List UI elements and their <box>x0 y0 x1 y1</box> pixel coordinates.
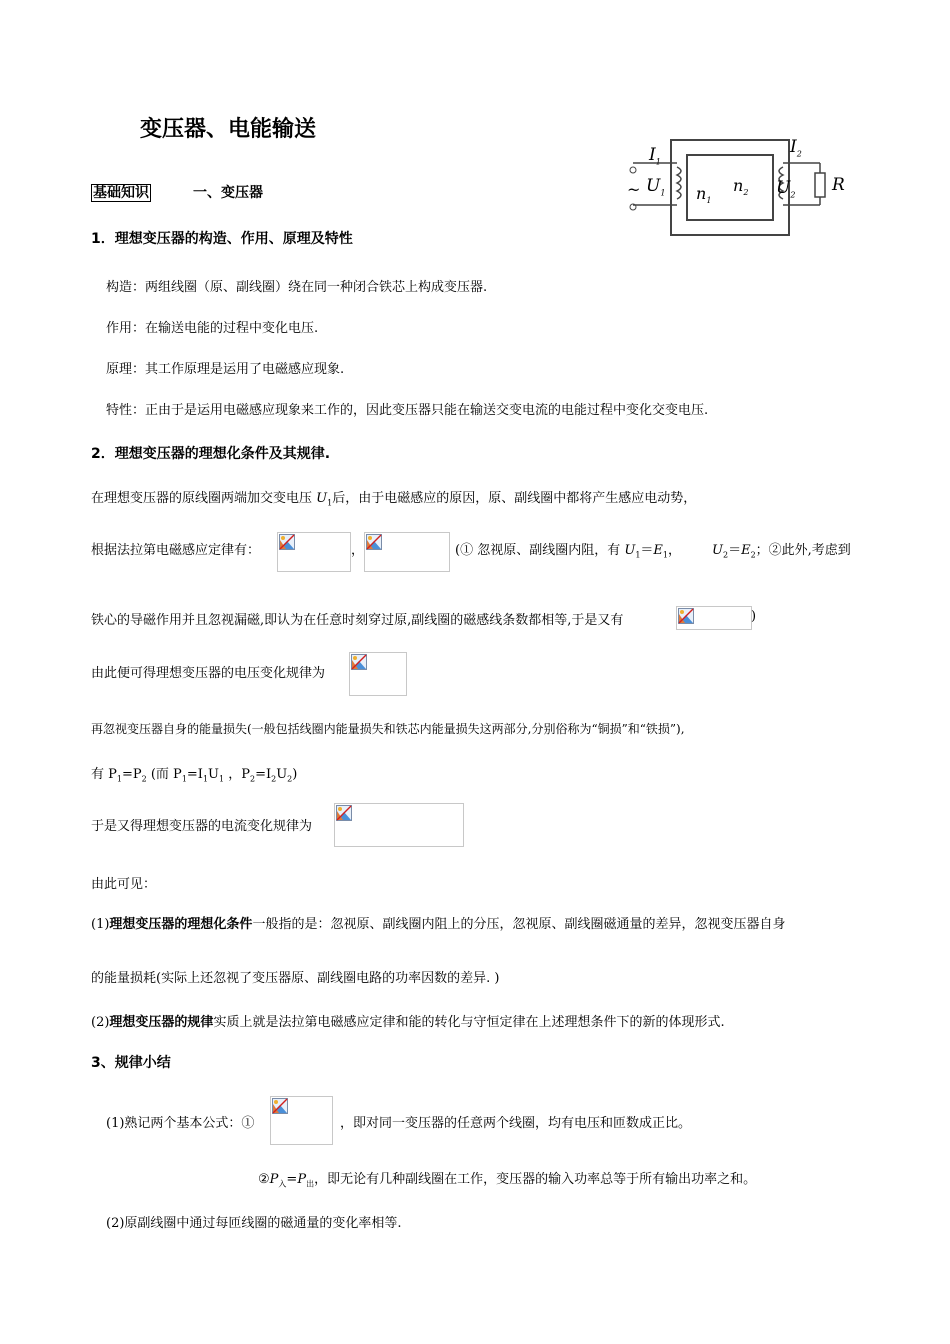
formula-image <box>270 1096 333 1145</box>
summary-2: $②P_入=P_出$，即无论有几种副线圈在工作，变压器的输入功率总等于所有输出功率之和。 <box>258 1172 757 1189</box>
line-10: 的能量损耗(实际上还忽视了变压器原、副线圈电路的功率因数的差异. ) <box>91 971 500 986</box>
summary-3: (2)原副线圈中通过每匝线圈的磁通量的变化率相等. <box>106 1216 402 1231</box>
image-placeholder-icon <box>336 805 352 821</box>
label-n2: $n_2$ <box>733 176 749 198</box>
heading-2: 2．理想变压器的理想化条件及其规律. <box>91 446 331 462</box>
formula-image <box>334 803 464 847</box>
image-placeholder-icon <box>366 534 382 550</box>
para-function: 作用：在输送电能的过程中变化电压. <box>106 321 319 336</box>
line-1: 在理想变压器的原线圈两端加交变电压 $U_1$后，由于电磁感应的原因，原、副线圈中都将产生感应电动势， <box>91 491 697 508</box>
label-i1: $I_1$ <box>649 145 661 167</box>
para-structure: 构造：两组线圈（原、副线圈）绕在同一种闭合铁芯上构成变压器. <box>106 280 488 295</box>
line-9: (1)理想变压器的理想化条件一般指的是：忽视原、副线圈内阻上的分压，忽视原、副线圈磁通量的差异，忽视变压器自身 <box>91 917 786 932</box>
formula-image <box>349 652 407 696</box>
label-u2: $U_2$ <box>776 178 796 200</box>
section-heading: 一、变压器 <box>193 185 263 201</box>
summary-1a: (1)熟记两个基本公式：① <box>106 1116 255 1131</box>
line-8: 由此可见： <box>91 877 157 892</box>
line-11: (2)理想变压器的规律实质上就是法拉第电磁感应定律和能的转化与守恒定律在上述理想条件下的新的体现形式. <box>91 1015 725 1030</box>
line-4: 由此便可得理想变压器的电压变化规律为 <box>91 666 326 681</box>
line-2b: (① 忽视原、副线圈内阻，有 $U_1=E_1$， <box>455 543 682 560</box>
heading-3: 3、规律小结 <box>91 1055 171 1071</box>
formula-image <box>277 532 351 572</box>
image-placeholder-icon <box>351 654 367 670</box>
line-6: 有 $P_1=P_2$ (而 $P_1=I_1U_1$ ，$P_2=I_2U_2$) <box>91 767 298 784</box>
line-2a: 根据法拉第电磁感应定律有： <box>91 543 261 558</box>
heading-1: 1．理想变压器的构造、作用、原理及特性 <box>91 231 353 247</box>
label-r: R <box>832 175 845 195</box>
image-placeholder-icon <box>678 608 694 624</box>
line-7: 于是又得理想变压器的电流变化规律为 <box>91 819 313 834</box>
para-principle: 原理：其工作原理是运用了电磁感应现象. <box>106 362 345 377</box>
label-i2: $I_2$ <box>790 137 802 159</box>
page-title: 变压器、电能输送 <box>140 117 317 142</box>
formula-image <box>364 532 450 572</box>
ac-source-icon: ~ <box>627 180 641 199</box>
line-3-end: ) <box>751 609 757 624</box>
para-feature: 特性：正由于是运用电磁感应现象来工作的，因此变压器只能在输送交变电流的电能过程中变化交变电压. <box>106 403 709 418</box>
summary-1b: ，即对同一变压器的任意两个线圈，均有电压和匝数成正比。 <box>340 1116 692 1131</box>
formula-image <box>676 606 752 630</box>
line-3: 铁心的导磁作用并且忽视漏磁,即认为在任意时刻穿过原,副线圈的磁感线条数都相等,于是又有 <box>91 613 624 628</box>
comma: ， <box>351 543 365 558</box>
label-n1: $n_1$ <box>696 184 712 206</box>
line-2c: $U_2=E_2$；②此外,考虑到 <box>712 543 851 560</box>
image-placeholder-icon <box>272 1098 288 1114</box>
section-tag: 基础知识 <box>93 185 149 201</box>
line-5: 再忽视变压器自身的能量损失(一般包括线圈内能量损失和铁芯内能量损失这两部分,分别俗称为“铜损”和“铁损”), <box>91 722 685 736</box>
label-u1: $U_1$ <box>646 176 666 198</box>
image-placeholder-icon <box>279 534 295 550</box>
